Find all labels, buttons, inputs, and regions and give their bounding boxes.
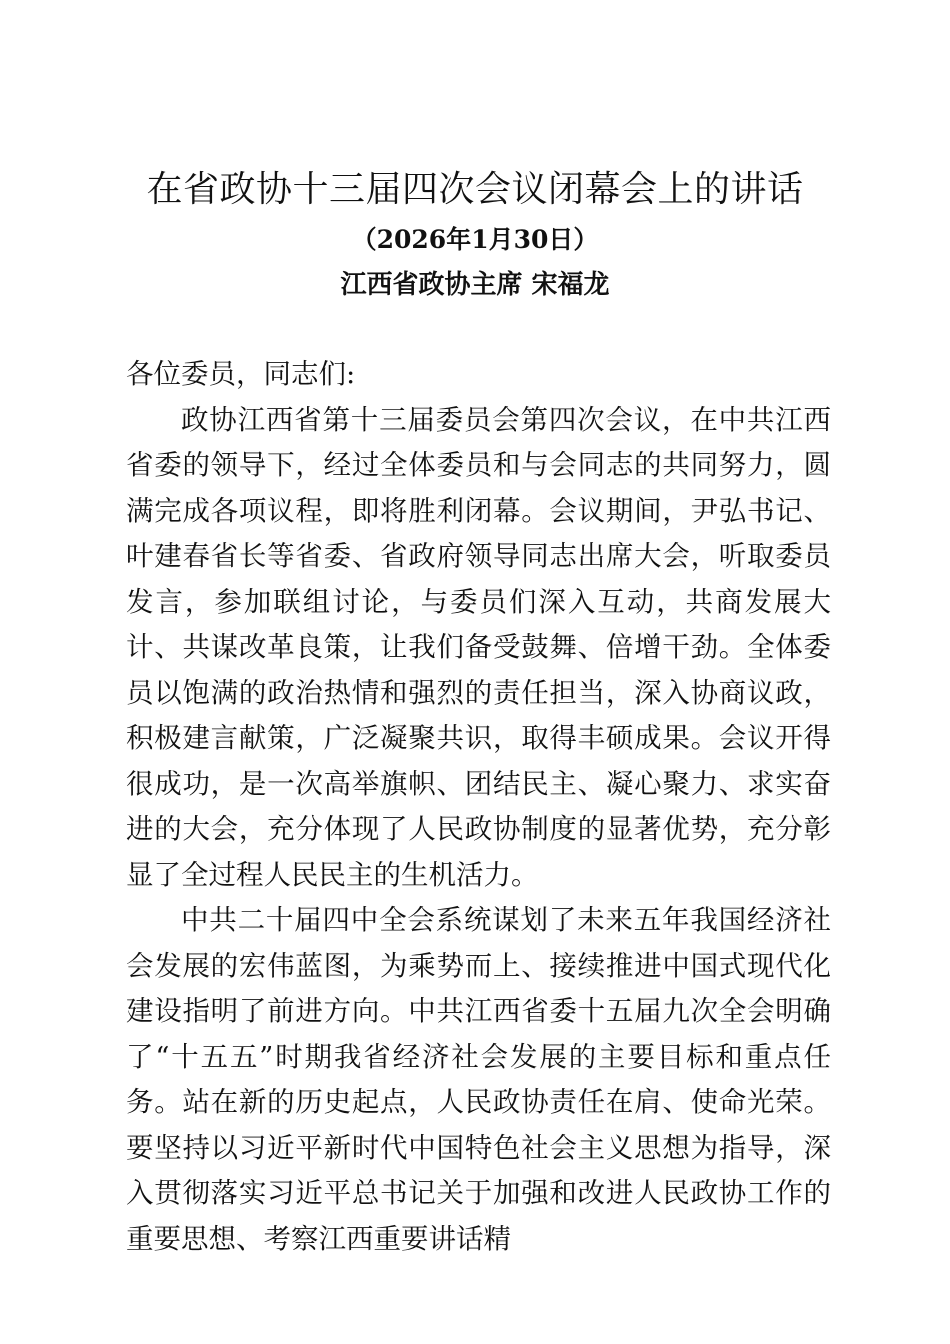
speech-title: 在省政协十三届四次会议闭幕会上的讲话 bbox=[146, 169, 804, 210]
speech-body bbox=[126, 352, 831, 1262]
salutation: 各位委员，同志们: bbox=[126, 358, 356, 390]
speech-author: 江西省政协主席 宋福龙 bbox=[340, 270, 610, 300]
paragraph-2: 中共二十届四中全会系统谋划了未来五年我国经济社会发展的宏伟蓝图，为乘势而上、接续推进中国式现代化建设指明了前进方向。中共江西省委十五届九次全会明确了“十五五”时期我省经济社会发展的主要目标和重点任务。站在新的历史起点，人民政协责任在肩、使命光荣。要坚持以习近平新时代中国特色社会主义思想为指导，深入贯彻落实习近平总书记关于加强和改进人民政协工作的重要思想、考察江西重要讲话精 bbox=[126, 904, 831, 1255]
paragraph-1: 政协江西省第十三届委员会第四次会议，在中共江西省委的领导下，经过全体委员和与会同志的共同努力，圆满完成各项议程，即将胜利闭幕。会议期间，尹弘书记、叶建春省长等省委、省政府领导同志出席大会，听取委员发言，参加联组讨论，与委员们深入互动，共商发展大计、共谋改革良策，让我们备受鼓舞、倍增干劲。全体委员以饱满的政治热情和强烈的责任担当，深入协商议政，积极建言献策，广泛凝聚共识，取得丰硕成果。会议开得很成功，是一次高举旗帜、团结民主、凝心聚力、求实奋进的大会，充分体现了人民政协制度的显著优势，充分彰显了全过程人民民主的生机活力。 bbox=[126, 403, 831, 891]
speech-date: （2026年1月30日） bbox=[351, 225, 599, 254]
